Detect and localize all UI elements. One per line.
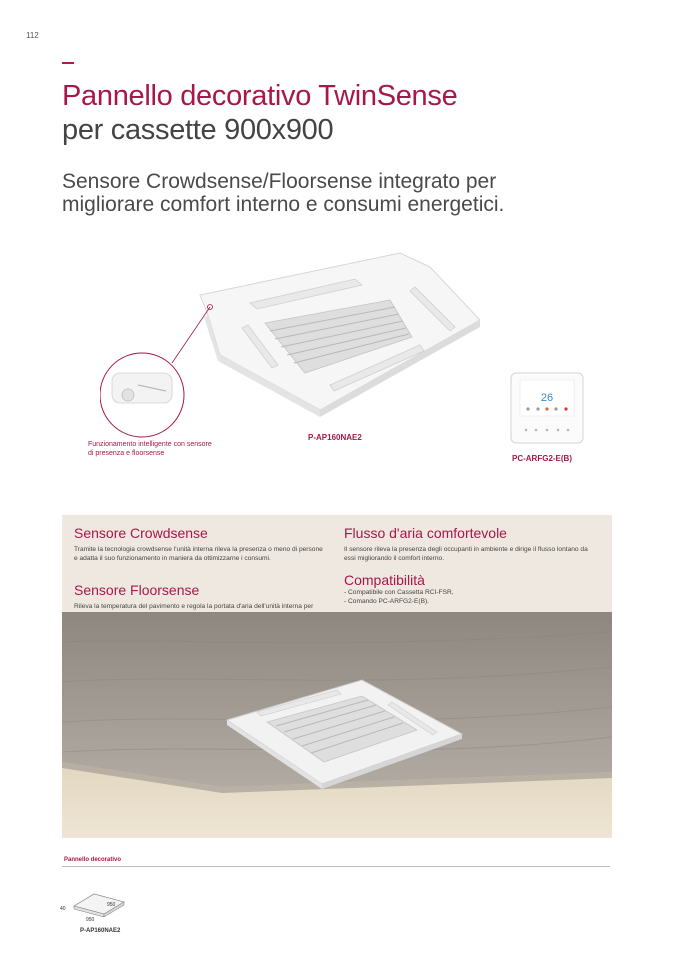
footer-divider [62,866,610,867]
page-subtitle: Sensore Crowdsense/Floorsense integrato per migliorare comfort interno e consumi energetici. [62,170,505,216]
remote-controller-illustration [510,372,584,444]
cassette-panel-illustration [100,245,490,460]
remote-temp-readout: 26 [540,392,554,404]
remote-model-label: PC-ARFG2-E(B) [512,454,572,463]
compat-line-2: - Comando PC-ARFG2-E(B). [344,598,430,605]
installation-photo [62,612,612,838]
sensor-caption: Funzionamento intelligente con sensore di presenza e floorsense [88,441,212,457]
page-title-line2: per cassette 900x900 [62,114,334,146]
heading-crowdsense: Sensore Crowdsense [74,525,208,541]
dim-width: 950 [86,917,95,923]
footer-section-title: Pannello decorativo [64,857,122,863]
dimension-drawing [60,890,130,924]
dimension-model-label: P-AP160NAE2 [80,928,121,934]
heading-airflow: Flusso d'aria comfortevole [344,525,507,541]
text-crowdsense: Tramite la tecnologia crowdsense l'unità interna rileva la presenza o meno di persone e adatta il suo funzionamento in maniera da ottimizzarne i consumi. [74,546,323,562]
text-floorsense: Rileva la temperatura del pavimento e regola la portata d'aria dell'unità interna per [74,603,314,610]
model-label: P-AP160NAE2 [308,433,362,442]
heading-floorsense: Sensore Floorsense [74,582,200,598]
heading-compatibility: Compatibilità [344,572,425,588]
page-title: Pannello decorativo TwinSense [62,80,458,112]
compat-line-1: - Compatibile con Cassetta RCI-FSR, [344,589,454,596]
dim-depth: 950 [107,902,116,908]
text-airflow: Il sensore rileva la presenza degli occupanti in ambiente e dirige il flusso lontano da essi migliorando il comfort interno. [344,546,588,562]
accent-dash [62,62,74,64]
page-number: 112 [26,31,39,40]
dim-side: 40 [60,906,66,912]
